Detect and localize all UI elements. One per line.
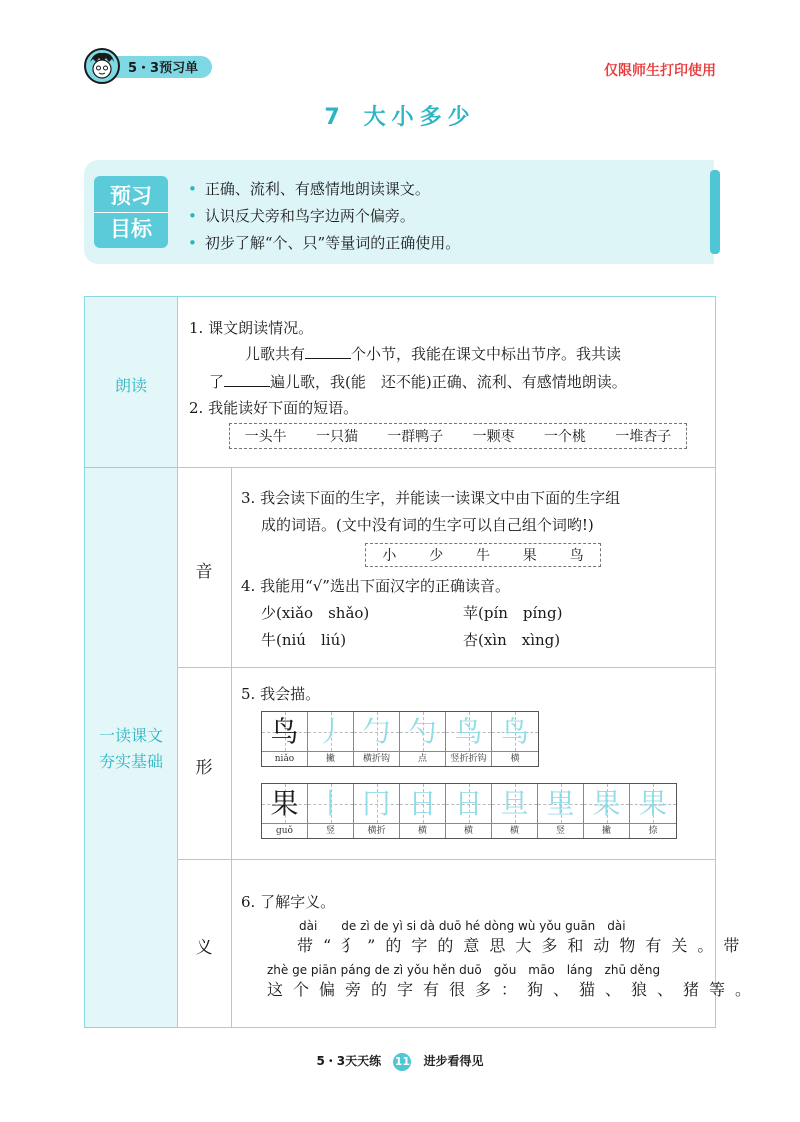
q1-line2-end: 遍儿歌，我(能 还不能)正确、流利、有感情地朗读。	[270, 373, 627, 391]
lesson-name: 大小多少	[363, 105, 476, 130]
tracing-grid-niao	[261, 711, 539, 767]
pronunciation-choice[interactable]: 少(xiǎo shǎo)	[261, 604, 370, 622]
q3-line2: 成的词语。(文中没有词的生字可以自己组个词哟!)	[261, 516, 594, 534]
brand-logo	[84, 48, 198, 84]
section-label-line1: 一读课文	[98, 726, 163, 745]
cartoon-face-icon	[84, 48, 120, 84]
restriction-notice: 仅限师生打印使用	[604, 63, 716, 79]
phrase: 一个桃	[543, 429, 586, 445]
q3-line1: 3. 我会读下面的生字，并能读一读课文中由下面的生字组	[241, 489, 621, 507]
lesson-title	[0, 100, 800, 131]
trace-character: 果	[638, 787, 667, 820]
grid-cell[interactable]	[308, 712, 354, 766]
phrase: 一群鸭子	[387, 429, 444, 445]
grid-cell[interactable]	[354, 784, 400, 838]
trace-character: 旦	[500, 787, 529, 820]
divider	[85, 467, 715, 468]
q2-title: 2. 我能读好下面的短语。	[189, 399, 359, 417]
meaning-line1: 带“犭”的字的意思大多和动物有关。带	[297, 936, 750, 955]
tracing-grid-guo	[261, 783, 677, 839]
grid-cell[interactable]	[308, 784, 354, 838]
stroke-name: 横	[510, 754, 520, 764]
q6-title: 6. 了解字义。	[241, 893, 336, 911]
trace-character: 日	[408, 787, 437, 820]
grid-cell[interactable]	[492, 784, 538, 838]
grid-cell[interactable]	[400, 712, 446, 766]
pinyin-line2: zhè ge piān páng de zì yǒu hěn duō gǒu māo láng zhū děng	[267, 963, 661, 977]
grid-cell[interactable]	[538, 784, 584, 838]
phrase: 一头牛	[244, 429, 287, 445]
stroke-name: 竖	[555, 826, 565, 836]
new-character: 牛	[475, 548, 490, 564]
new-character: 果	[522, 548, 537, 564]
new-character: 少	[429, 548, 444, 564]
pronunciation-choice[interactable]: 杏(xìn xìng)	[463, 631, 561, 649]
brand-name: 5・3预习单	[128, 60, 199, 76]
trace-character: 勺	[408, 715, 437, 748]
q1-title: 1. 课文朗读情况。	[189, 319, 314, 337]
trace-character: 丨	[316, 787, 345, 820]
goal-item: • 正确、流利、有感情地朗读课文。	[188, 176, 460, 203]
lesson-number: 7	[324, 105, 346, 130]
row-label-shape: 形	[195, 758, 213, 778]
q1-line1-start: 儿歌共有	[245, 345, 306, 363]
pinyin-line1: dài de zì de yì si dà duō hé dòng wù yǒu guān dài	[299, 919, 626, 933]
new-character: 小	[382, 548, 397, 564]
q4-title: 4. 我能用“√”选出下面汉字的正确读音。	[241, 577, 510, 595]
grid-cell[interactable]	[400, 784, 446, 838]
trace-character: 勹	[362, 715, 391, 748]
stroke-name: 捺	[648, 826, 658, 836]
stroke-name: 撇	[601, 826, 611, 836]
stroke-name: 竖	[325, 826, 335, 836]
stroke-name: 横	[509, 826, 519, 836]
goals-badge-line1: 预习	[110, 184, 152, 208]
trace-character: 日	[454, 787, 483, 820]
goals-list	[188, 176, 460, 257]
footer-left: 5・3天天练	[316, 1054, 382, 1068]
trace-character: 里	[546, 787, 575, 820]
q1-line2-start: 了	[209, 373, 225, 391]
pinyin-label: niǎo	[274, 754, 295, 764]
model-character: 果	[270, 787, 299, 820]
worksheet-table	[84, 296, 762, 1028]
trace-character: 冂	[362, 787, 391, 820]
divider	[231, 467, 232, 1027]
q1-line1	[245, 343, 621, 364]
stroke-name: 点	[417, 754, 427, 764]
section-label-line2: 夯实基础	[98, 752, 163, 771]
new-character: 鸟	[569, 548, 584, 564]
stroke-name: 横折	[367, 826, 386, 836]
grid-cell[interactable]	[446, 784, 492, 838]
trace-character: 鸟	[500, 715, 529, 748]
model-character: 鸟	[270, 715, 299, 748]
goal-item: • 认识反犬旁和鸟字边两个偏旁。	[188, 203, 460, 230]
phrase: 一颗枣	[472, 429, 515, 445]
pronunciation-choice[interactable]: 苹(pín píng)	[463, 604, 563, 622]
grid-cell	[262, 712, 308, 766]
answer-blank[interactable]	[224, 373, 270, 387]
goals-tab	[710, 170, 720, 254]
row-label-sound: 音	[195, 562, 213, 582]
new-characters-box	[365, 543, 601, 567]
page-footer	[0, 1052, 800, 1071]
pinyin-label: guǒ	[276, 826, 293, 836]
phrase: 一堆杏子	[615, 429, 672, 445]
grid-cell[interactable]	[492, 712, 538, 766]
stroke-name: 横折钩	[362, 754, 390, 764]
page-number: 11	[393, 1053, 411, 1071]
stroke-name: 竖折折钩	[450, 754, 487, 764]
trace-character: 丿	[316, 715, 345, 748]
q1-line2	[209, 371, 627, 392]
stroke-name: 横	[417, 826, 427, 836]
grid-cell[interactable]	[630, 784, 676, 838]
trace-character: 果	[592, 787, 621, 820]
goals-badge-line2: 目标	[94, 212, 168, 245]
preview-goals-panel	[84, 160, 714, 264]
goal-item: • 初步了解“个、只”等量词的正确使用。	[188, 230, 460, 257]
row-label-meaning: 义	[195, 938, 213, 958]
stroke-name: 横	[463, 826, 473, 836]
meaning-line2: 这个偏旁的字有很多：狗、猫、狼、猪等。	[267, 980, 762, 999]
answer-blank[interactable]	[305, 345, 351, 359]
grid-cell[interactable]	[584, 784, 630, 838]
footer-right: 进步看得见	[423, 1054, 484, 1068]
q1-line1-end: 个小节，我能在课文中标出节序。我共读	[351, 345, 622, 363]
left-label-column	[85, 297, 177, 1027]
trace-character: 鸟	[454, 715, 483, 748]
grid-cell[interactable]	[354, 712, 400, 766]
grid-cell	[262, 784, 308, 838]
grid-cell[interactable]	[446, 712, 492, 766]
phrase-box	[229, 423, 687, 449]
divider	[177, 859, 715, 860]
pronunciation-choice[interactable]: 牛(niú liú)	[261, 631, 347, 649]
q5-title: 5. 我会描。	[241, 685, 321, 703]
section-label	[85, 723, 177, 775]
divider	[177, 297, 178, 1027]
phrase: 一只猫	[315, 429, 358, 445]
row-label-reading: 朗读	[114, 376, 147, 395]
goals-badge	[94, 176, 168, 248]
stroke-name: 撇	[325, 754, 335, 764]
divider	[177, 667, 715, 668]
